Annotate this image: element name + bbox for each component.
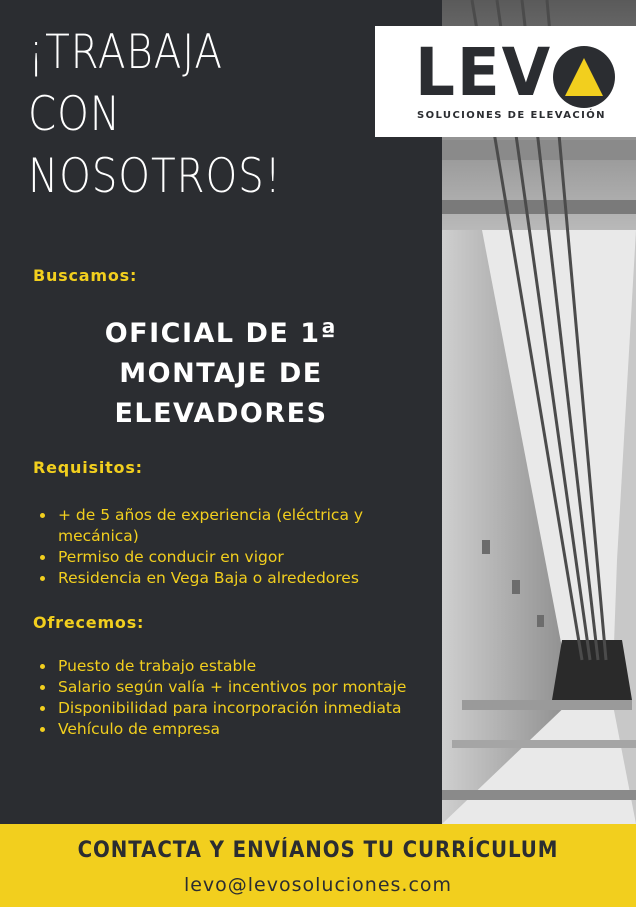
offer-label: Ofrecemos: [33, 613, 145, 632]
headline-line-3: NOSOTROS! [28, 149, 282, 204]
position-line-2: MONTAJE DE [119, 358, 323, 389]
requirement-text: Residencia en Vega Baja o alrededores [58, 569, 359, 587]
list-item [40, 698, 430, 719]
offer-text: Vehículo de empresa [58, 720, 221, 738]
list-item [40, 547, 430, 568]
contact-footer [0, 824, 636, 907]
offer-text: Puesto de trabajo estable [58, 657, 257, 675]
list-item [40, 656, 430, 677]
bullet-icon [40, 513, 45, 518]
offer-list [40, 656, 430, 740]
list-item [40, 719, 430, 740]
headline-line-1: ¡TRABAJA [28, 25, 223, 80]
offer-text: Disponibilidad para incorporación inmediata [58, 699, 402, 717]
bullet-icon [40, 685, 45, 690]
list-item [40, 568, 430, 589]
list-item [40, 677, 430, 698]
contact-email[interactable]: levo@levosoluciones.com [183, 874, 453, 896]
bullet-icon [40, 664, 45, 669]
logo-wordmark: LEV [415, 34, 553, 111]
requirement-text: Permiso de conducir en vigor [58, 548, 284, 566]
bullet-icon [40, 727, 45, 732]
logo-tagline: SOLUCIONES DE ELEVACIÓN [417, 110, 606, 121]
requirements-list [40, 505, 430, 589]
contact-title: CONTACTA Y ENVÍANOS TU CURRÍCULUM [77, 838, 559, 863]
headline [28, 22, 282, 208]
requirements-label: Requisitos: [33, 458, 143, 477]
headline-line-2: CON [28, 87, 121, 142]
offer-text: Salario según valía + incentivos por montaje [58, 678, 407, 696]
looking-for-label: Buscamos: [33, 266, 138, 285]
bullet-icon [40, 555, 45, 560]
list-item [40, 505, 430, 547]
bullet-icon [40, 706, 45, 711]
requirement-text: + de 5 años de experiencia (eléctrica y mecánica) [58, 506, 364, 545]
position-line-1: OFICIAL DE 1ª [104, 318, 338, 349]
levo-logo [375, 26, 636, 137]
job-position-title [0, 314, 442, 434]
position-line-3: ELEVADORES [114, 398, 328, 429]
bullet-icon [40, 576, 45, 581]
logo-o-triangle-icon [553, 46, 615, 108]
